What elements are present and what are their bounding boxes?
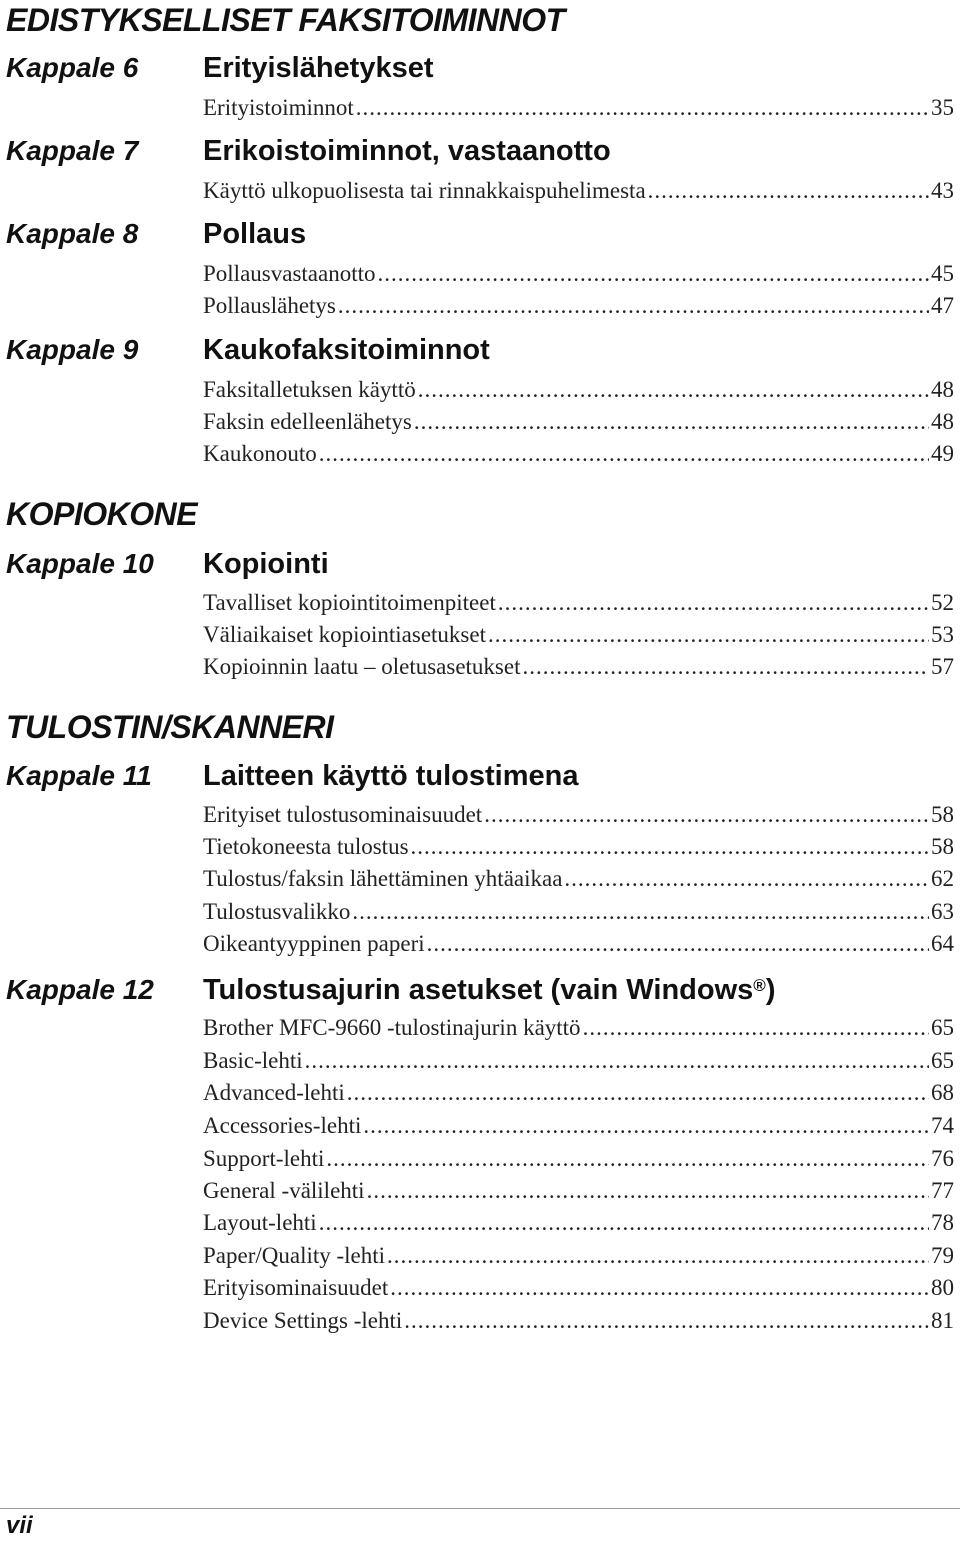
entry-title: Tulostus/faksin lähettäminen yhtäaikaa [203,866,563,891]
entry-title: Brother MFC-9660 -tulostinajurin käyttö [203,1015,581,1040]
entry-page-number: 49 [931,441,954,466]
entry-page-number: 68 [931,1080,954,1105]
entry-page-number: 45 [931,261,954,286]
entry-title: Accessories-lehti [203,1113,362,1138]
toc-entry[interactable] [203,406,954,438]
toc-entry[interactable] [203,258,954,290]
entry-page-number: 48 [931,409,954,434]
entry-page-number: 47 [931,293,954,318]
entry-title: Kaukonouto [203,441,317,466]
toc-entry[interactable] [203,1175,954,1207]
toc-entry[interactable] [203,1207,954,1239]
entry-page-number: 80 [931,1275,954,1300]
dot-leader [411,831,929,863]
toc-entry[interactable] [203,863,954,895]
entry-title: Oikeantyyppinen paperi [203,931,425,956]
entry-page-number: 65 [931,1048,954,1073]
dot-leader [488,619,929,651]
chapter-label: Kappale 6 [6,52,139,83]
entry-title: Tulostusvalikko [203,899,351,924]
toc-entry[interactable] [203,1240,954,1272]
toc-entry[interactable] [203,290,954,322]
entry-title: Paper/Quality -lehti [203,1243,386,1268]
toc-entry[interactable] [203,1305,954,1337]
chapter-label: Kappale 10 [6,548,154,579]
toc-entry[interactable] [203,587,954,619]
entry-page-number: 81 [931,1308,954,1333]
dot-leader [648,175,929,207]
entry-title: Väliaikaiset kopiointiasetukset [203,622,486,647]
dot-leader [319,1207,929,1239]
toc-entry[interactable] [203,438,954,470]
entry-title: Device Settings -lehti [203,1308,403,1333]
chapter-label: Kappale 9 [6,334,139,365]
dot-leader [387,1240,929,1272]
entry-title: Pollauslähetys [203,293,336,318]
toc-entry[interactable] [203,831,954,863]
toc-entry[interactable] [203,92,954,124]
entry-title: Tavalliset kopiointitoimenpiteet [203,590,496,615]
dot-leader [484,799,929,831]
dot-leader [338,290,929,322]
entry-title: Faksitalletuksen käyttö [203,377,416,402]
registered-trademark-mark: ® [753,976,766,995]
entry-title: Tietokoneesta tulostus [203,834,409,859]
toc-entry[interactable] [203,1077,954,1109]
chapter-label: Kappale 8 [6,218,139,249]
entry-title: Erityiset tulostusominaisuudet [203,802,483,827]
entry-page-number: 48 [931,377,954,402]
entry-title: Erityistoiminnot [203,95,354,120]
chapter-title-close: ) [765,974,776,1006]
entry-title: Faksin edelleenlähetys [203,409,412,434]
entry-page-number: 43 [931,178,954,203]
footer-divider [0,1508,960,1509]
chapter-title[interactable]: Erikoistoiminnot, vastaanotto [203,135,611,167]
entry-page-number: 52 [931,590,954,615]
entry-page-number: 62 [931,866,954,891]
entry-title: Advanced-lehti [203,1080,345,1105]
dot-leader [352,896,929,928]
toc-entry[interactable] [203,1045,954,1077]
dot-leader [390,1272,929,1304]
entry-page-number: 57 [931,654,954,679]
dot-leader [564,863,929,895]
entry-page-number: 35 [931,95,954,120]
chapter-title[interactable]: Pollaus [203,218,307,250]
toc-entry[interactable] [203,799,954,831]
entry-page-number: 77 [931,1178,954,1203]
entry-page-number: 74 [931,1113,954,1138]
dot-leader [363,1110,929,1142]
chapter-title[interactable] [203,972,776,1008]
entry-title: Erityisominaisuudet [203,1275,389,1300]
dot-leader [377,258,929,290]
entry-title: Basic-lehti [203,1048,303,1073]
toc-entry[interactable] [203,1272,954,1304]
dot-leader [326,1143,929,1175]
toc-entry[interactable] [203,1012,954,1044]
entry-title: Layout-lehti [203,1210,317,1235]
toc-entry[interactable] [203,175,954,207]
toc-entry[interactable] [203,374,954,406]
entry-page-number: 58 [931,802,954,827]
dot-leader [319,438,929,470]
entry-title: General -välilehti [203,1178,365,1203]
entry-title: Kopioinnin laatu – oletusasetukset [203,654,521,679]
entry-page-number: 78 [931,1210,954,1235]
dot-leader [522,651,929,683]
section-heading-fax: EDISTYKSELLISET FAKSITOIMINNOT [6,2,565,38]
chapter-title-text: Tulostusajurin asetukset (vain Windows [203,974,754,1006]
entry-page-number: 76 [931,1146,954,1171]
entry-page-number: 79 [931,1243,954,1268]
dot-leader [427,928,929,960]
chapter-label: Kappale 12 [6,974,154,1005]
toc-entry[interactable] [203,1143,954,1175]
footer-page-number: vii [6,1512,33,1539]
toc-entry[interactable] [203,928,954,960]
entry-title: Pollausvastaanotto [203,261,376,286]
entry-page-number: 58 [931,834,954,859]
toc-entry[interactable] [203,1110,954,1142]
chapter-title[interactable]: Laitteen käyttö tulostimena [203,760,579,792]
dot-leader [356,92,929,124]
toc-entry[interactable] [203,651,954,683]
chapter-label: Kappale 7 [6,135,139,166]
dot-leader [583,1012,929,1044]
entry-page-number: 65 [931,1015,954,1040]
chapter-title[interactable]: Kaukofaksitoiminnot [203,334,490,366]
dot-leader [347,1077,929,1109]
toc-entry[interactable] [203,619,954,651]
entry-title: Käyttö ulkopuolisesta tai rinnakkaispuhelimesta [203,178,646,203]
chapter-title[interactable]: Erityislähetykset [203,52,434,84]
entry-page-number: 64 [931,931,954,956]
dot-leader [305,1045,929,1077]
entry-page-number: 53 [931,622,954,647]
entry-page-number: 63 [931,899,954,924]
dot-leader [404,1305,929,1337]
section-heading-copier: KOPIOKONE [6,496,198,532]
chapter-label: Kappale 11 [6,760,152,791]
entry-title: Support-lehti [203,1146,325,1171]
dot-leader [414,406,929,438]
toc-entry[interactable] [203,896,954,928]
chapter-title[interactable]: Kopiointi [203,548,329,580]
section-heading-printer: TULOSTIN/SKANNERI [6,709,334,745]
dot-leader [498,587,929,619]
dot-leader [367,1175,929,1207]
dot-leader [418,374,929,406]
